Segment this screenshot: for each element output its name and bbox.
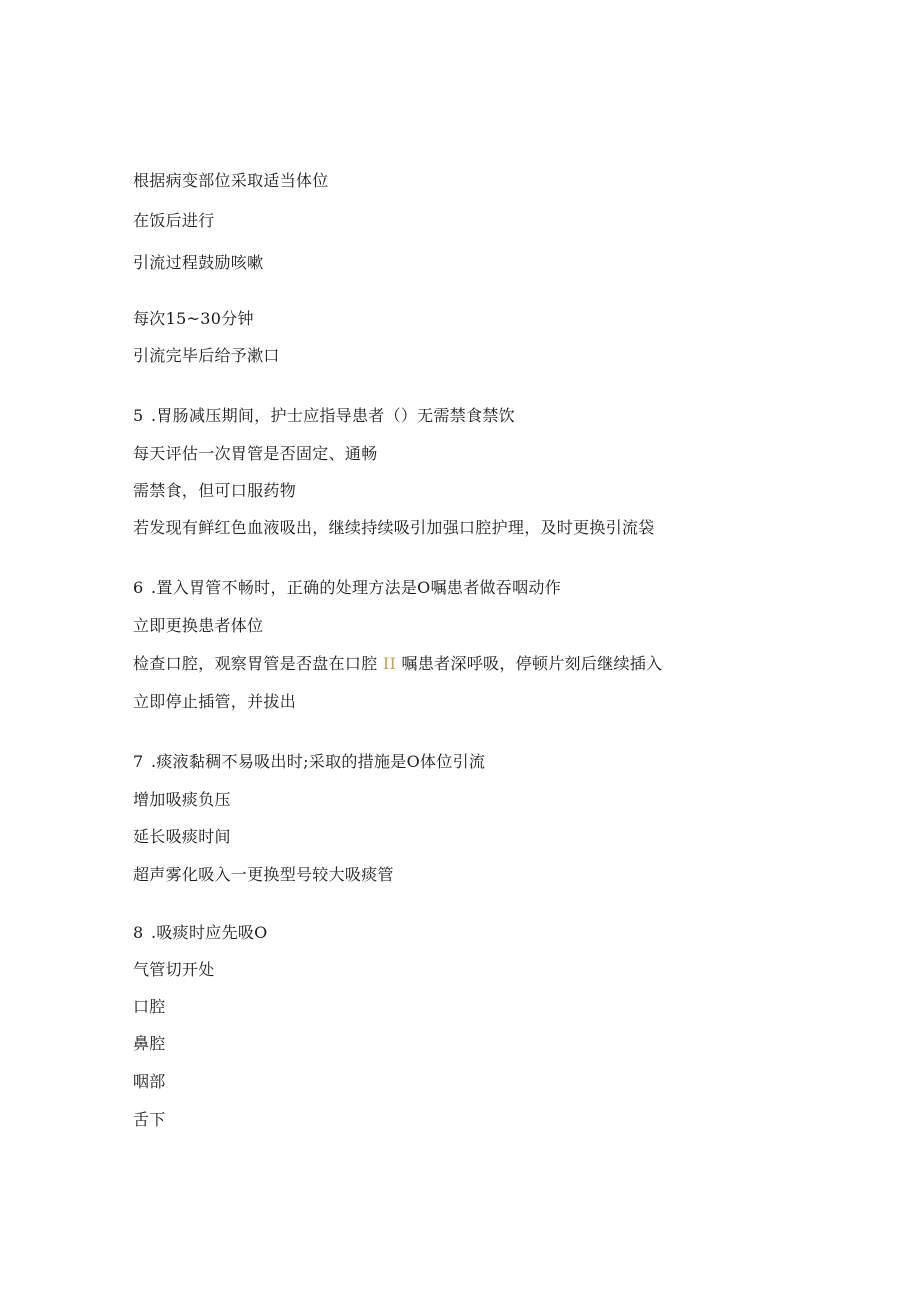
option-text: 鼻腔	[133, 1034, 166, 1053]
question-text: .胃肠减压期间，护士应指导患者（）无需禁食禁饮	[151, 406, 515, 425]
question-number: 5	[133, 406, 144, 425]
option-text: 超声雾化吸入一更换型号较大吸痰管	[133, 865, 394, 884]
question-text: .置入胃管不畅时，正确的处理方法是O嘱患者做吞咽动作	[151, 578, 562, 597]
question-7-stem	[133, 752, 485, 772]
option-marker: II	[382, 654, 397, 673]
question-6-stem	[133, 578, 561, 598]
option-text: 若发现有鲜红色血液吸出，继续持续吸引加强口腔护理，及时更换引流袋	[133, 518, 655, 537]
option-text: 每次15~30分钟	[133, 309, 254, 328]
question-text: .痰液黏稠不易吸出时;采取的措施是O体位引流	[151, 752, 486, 771]
option-text: 气管切开处	[133, 960, 215, 979]
question-5-stem	[133, 406, 515, 426]
question-number: 6	[133, 578, 144, 597]
option-text: 检查口腔，观察胃管是否盘在口腔	[133, 654, 378, 673]
option-text: 在饭后进行	[133, 211, 215, 230]
option-text: 立即停止插管，并拔出	[133, 692, 297, 711]
option-text: 嘱患者深呼吸，停顿片刻后继续插入	[401, 654, 663, 673]
option-text: 立即更换患者体位	[133, 616, 264, 635]
question-8-stem	[133, 923, 268, 943]
option-text: 延长吸痰时间	[133, 827, 231, 846]
option-text: 引流完毕后给予漱口	[133, 346, 280, 365]
option-text: 咽部	[133, 1072, 166, 1091]
question-number: 8	[133, 923, 144, 942]
option-text: 舌下	[133, 1110, 166, 1129]
option-text-combined	[133, 654, 662, 674]
question-text: .吸痰时应先吸O	[151, 923, 268, 942]
option-text: 引流过程鼓励咳嗽	[133, 253, 264, 272]
option-text: 口腔	[133, 997, 166, 1016]
option-text: 需禁食，但可口服药物	[133, 481, 297, 500]
option-text: 每天评估一次胃管是否固定、通畅	[133, 444, 378, 463]
question-number: 7	[133, 752, 144, 771]
option-text: 根据病变部位采取适当体位	[133, 171, 329, 190]
option-text: 增加吸痰负压	[133, 790, 231, 809]
